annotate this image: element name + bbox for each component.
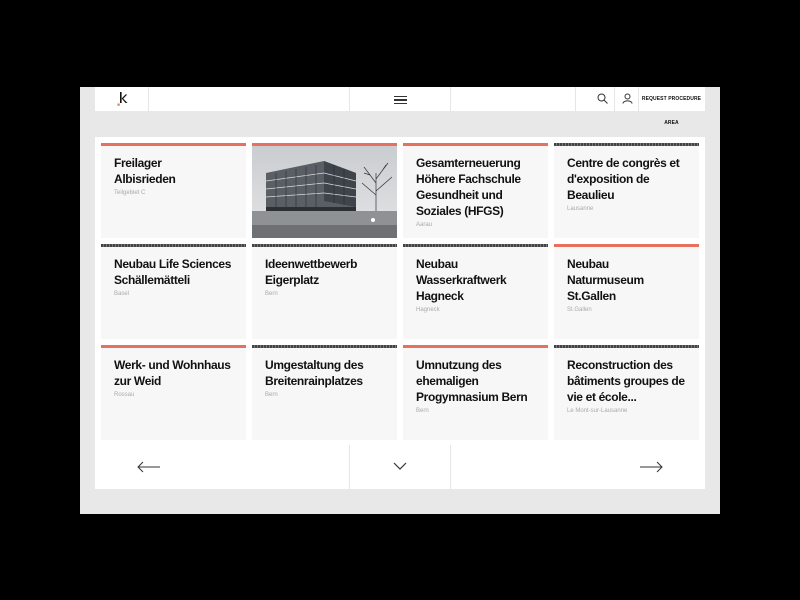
project-title[interactable]: Neubau Naturmuseum St.Gallen	[567, 257, 644, 303]
card-accent-bar	[101, 143, 246, 146]
project-title[interactable]: Werk- und Wohnhaus zur Weid	[114, 358, 231, 388]
card-accent-bar	[252, 143, 397, 146]
card-accent-bar	[252, 244, 397, 247]
divider	[614, 87, 615, 111]
card-accent-bar	[403, 345, 548, 348]
project-title[interactable]: Umgestaltung des Breitenrainplatzes	[265, 358, 364, 388]
card-accent-bar	[252, 345, 397, 348]
hamburger-icon[interactable]	[394, 96, 407, 104]
pagination-bar	[95, 445, 705, 489]
project-title[interactable]: Neubau Life Sciences Schällemätteli	[114, 257, 232, 287]
chevron-down-icon[interactable]	[393, 461, 407, 471]
project-card[interactable]	[554, 345, 699, 440]
project-location: Bern	[265, 392, 278, 398]
project-card[interactable]	[101, 143, 246, 238]
project-title[interactable]: Reconstruction des bâtiments groupes de vie et école...	[567, 358, 685, 404]
project-title[interactable]: Neubau Wasserkraftwerk Hagneck	[416, 257, 507, 303]
card-accent-bar	[403, 143, 548, 146]
project-card[interactable]	[101, 244, 246, 339]
project-card[interactable]	[252, 244, 397, 339]
project-location: St.Gallen	[567, 307, 592, 313]
card-accent-bar	[554, 143, 699, 146]
project-card-image[interactable]	[252, 143, 397, 238]
project-location: Bern	[265, 291, 278, 297]
divider	[450, 445, 451, 489]
card-accent-bar	[101, 244, 246, 247]
project-title[interactable]: Centre de congrès et d'exposition de Beaulieu	[567, 156, 680, 202]
card-accent-bar	[554, 244, 699, 247]
request-procedure-area-link[interactable]: REQUEST PROCEDURE AREA	[641, 96, 702, 126]
divider	[450, 87, 451, 111]
project-title[interactable]: Freilager Albisrieden	[114, 156, 176, 186]
card-accent-bar	[403, 244, 548, 247]
project-location: Bern	[416, 408, 429, 414]
logo[interactable]	[115, 91, 129, 107]
project-title[interactable]: Gesamterneuerung Höhere Fachschule Gesundheit und Soziales (HFGS)	[416, 156, 521, 218]
project-title[interactable]: Ideenwettbewerb Eigerplatz	[265, 257, 358, 287]
project-location: Hagneck	[416, 307, 440, 313]
project-location: Le Mont-sur-Lausanne	[567, 408, 628, 414]
project-location: Basel	[114, 291, 130, 297]
arrow-left-icon[interactable]	[137, 461, 161, 473]
divider	[148, 87, 149, 111]
project-card[interactable]	[554, 244, 699, 339]
project-card[interactable]	[403, 244, 548, 339]
divider	[349, 445, 350, 489]
card-accent-bar	[554, 345, 699, 348]
project-location: Teilgebiet C	[114, 190, 146, 196]
card-accent-bar	[101, 345, 246, 348]
building-photo	[252, 143, 397, 238]
top-navigation-bar	[95, 87, 705, 126]
project-location: Lausanne	[567, 206, 594, 212]
project-grid	[95, 137, 705, 445]
project-location: Aarau	[416, 222, 433, 228]
browser-viewport	[80, 87, 720, 514]
project-card[interactable]	[554, 143, 699, 238]
project-card[interactable]	[403, 143, 548, 238]
project-card[interactable]	[101, 345, 246, 440]
project-card[interactable]	[252, 345, 397, 440]
user-icon[interactable]	[622, 93, 633, 104]
arrow-right-icon[interactable]	[639, 461, 663, 473]
divider	[575, 87, 576, 111]
project-title[interactable]: Umnutzung des ehemaligen Progymnasium Bern	[416, 358, 528, 404]
project-location: Rossau	[114, 392, 135, 398]
divider	[349, 87, 350, 111]
search-icon[interactable]	[597, 93, 608, 104]
project-card[interactable]	[403, 345, 548, 440]
